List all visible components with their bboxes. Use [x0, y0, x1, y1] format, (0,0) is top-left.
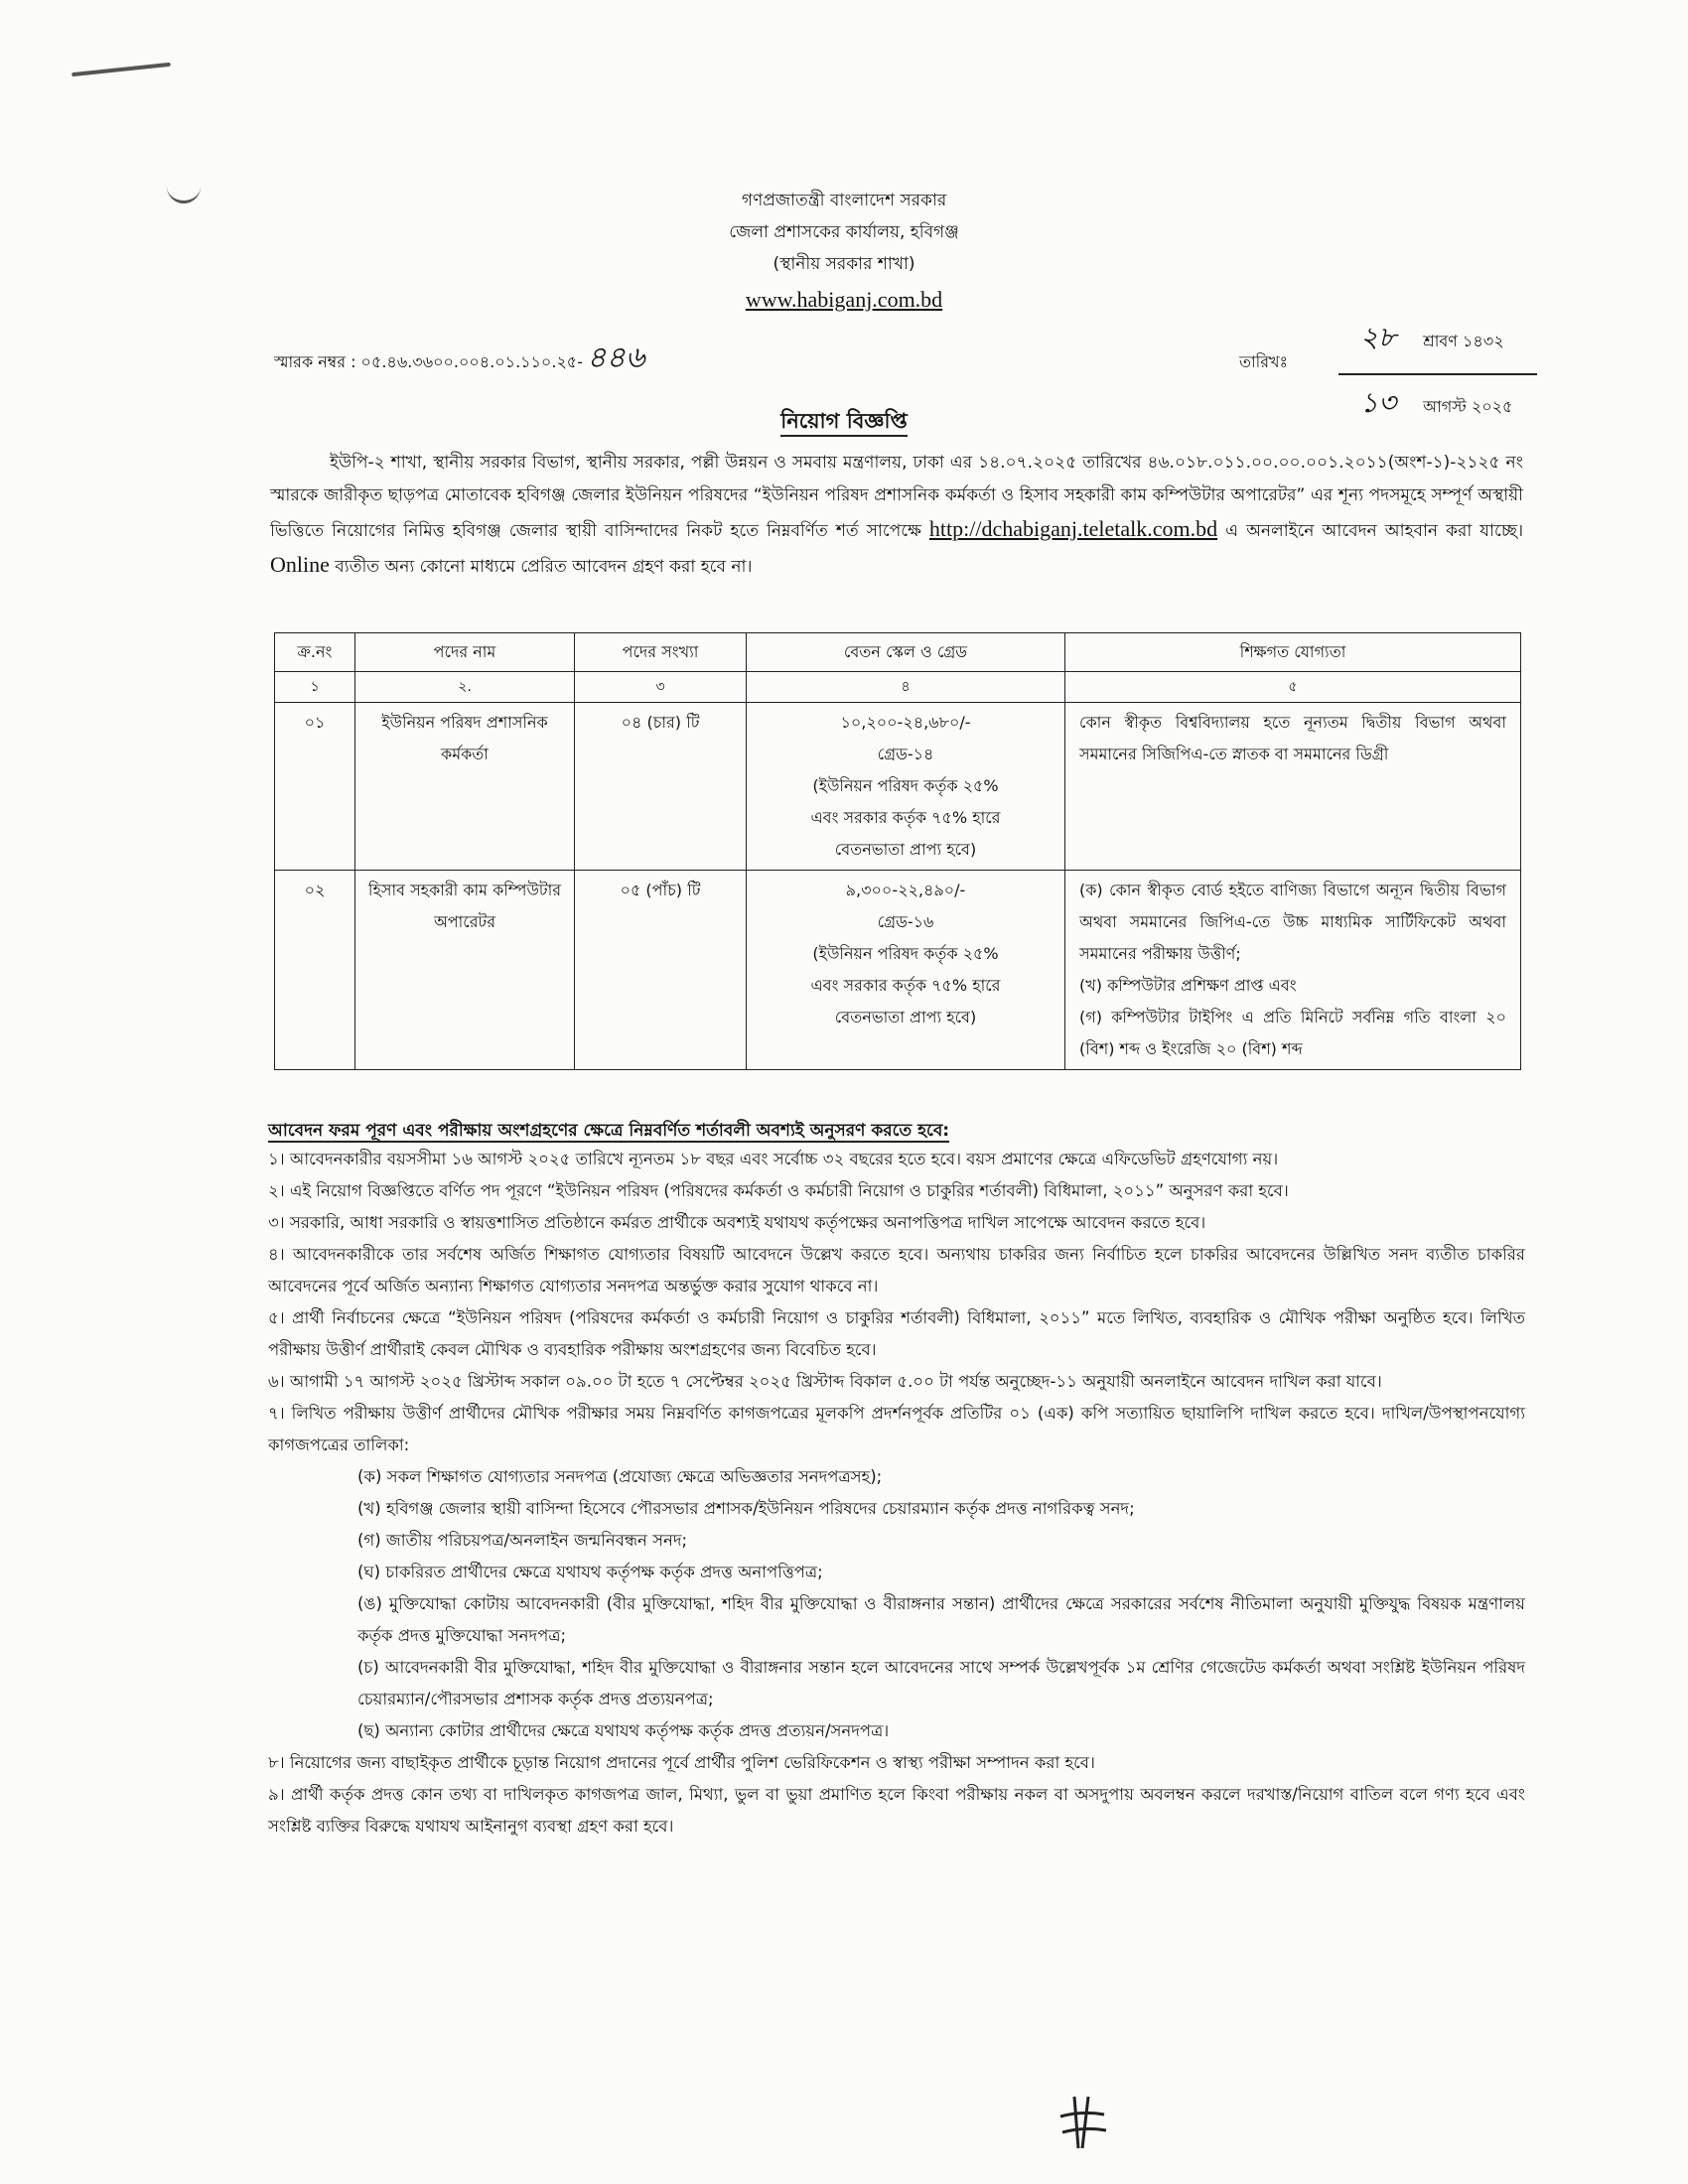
- english-month: আগস্ট ২০২৫: [1423, 397, 1513, 416]
- intro-text-2: এ অনলাইনে আবেদন আহবান করা যাচ্ছে।: [1225, 521, 1524, 541]
- application-link[interactable]: http://dchabiganj.teletalk.com.bd: [928, 516, 1218, 541]
- row-pay-scale: [747, 871, 1065, 1070]
- column-number-row: [275, 672, 1521, 703]
- document-sub-item: (ঘ) চাকরিরত প্রার্থীদের ক্ষেত্রে যথাযথ কর্তৃপক্ষ কর্তৃক প্রদত্ত অনাপত্তিপত্র;: [357, 1563, 823, 1581]
- row-post-count: ০৫ (পাঁচ) টি: [575, 871, 747, 1070]
- condition-item: ৭। লিখিত পরীক্ষায় উত্তীর্ণ প্রার্থীদের মৌখিক পরীক্ষার সময় নিম্নবর্ণিত কাগজপত্রের মূলকপি প্রদর্শনপূর্বক প্রতিটির ০১ (এক) কপি সত্যায়িত ছায়ালিপি দাখিল করতে হবে। দাখিল/উপস্থাপনযোগ্য কাগজপত্রের তালিকা:: [268, 1404, 1525, 1454]
- row-post-count: ০৪ (চার) টি: [575, 703, 747, 871]
- pay-line: গ্রেড-১৪: [877, 745, 934, 763]
- table-header-row: [275, 633, 1521, 672]
- signature-mark: [1053, 2093, 1112, 2152]
- bangla-date: [1338, 316, 1537, 362]
- notice-title: [0, 405, 1688, 440]
- condition-item: ১। আবেদনকারীর বয়সসীমা ১৬ আগস্ট ২০২৫ তারিখে ন্যূনতম ১৮ বছর এবং সর্বোচ্চ ৩২ বছরের হতে হবে। বয়স প্রমাণের ক্ষেত্রে এফিডেভিট গ্রহণযোগ্য নয়।: [268, 1150, 1279, 1168]
- header-line-3: (স্থানীয় সরকার শাখা): [773, 254, 915, 274]
- notice-title-text: নিয়োগ বিজ্ঞপ্তি: [780, 409, 908, 437]
- qual-line: (খ) কম্পিউটার প্রশিক্ষণ প্রাপ্ত এবং: [1079, 976, 1297, 995]
- col-num-5: ৫: [1065, 672, 1521, 703]
- header-qualification: শিক্ষগত যোগ্যতা: [1065, 633, 1521, 672]
- col-num-2: ২.: [355, 672, 575, 703]
- condition-item: ২। এই নিয়োগ বিজ্ঞপ্তিতে বর্ণিত পদ পূরণে “ইউনিয়ন পরিষদ (পরিষদের কর্মকর্তা ও কর্মচারী নিয়োগ ও চাকুরির শর্তাবলী) বিধিমালা, ২০১১” অনুসরণ করা হবে।: [268, 1181, 1289, 1200]
- document-sub-item: (ছ) অন্যান্য কোটার প্রার্থীদের ক্ষেত্রে যথাযথ কর্তৃপক্ষ কর্তৃক প্রদত্ত প্রত্যয়ন/সনদপত্র।: [357, 1721, 890, 1740]
- condition-item: ৬। আগামী ১৭ আগস্ট ২০২৫ খ্রিস্টাব্দ সকাল ০৯.০০ টা হতে ৭ সেপ্টেম্বর ২০২৫ খ্রিস্টাব্দ বিকাল ৫.০০ টা পর্যন্ত অনুচ্ছেদ-১১ অনুযায়ী অনলাইনে আবেদন দাখিল করা যাবে।: [268, 1372, 1382, 1391]
- intro-text-3: ব্যতীত অন্য কোনো মাধ্যমে প্রেরিত আবেদন গ্রহণ করা হবে না।: [335, 557, 753, 577]
- col-num-3: ৩: [575, 672, 747, 703]
- english-day: ১৩: [1359, 386, 1397, 419]
- scan-ink-mark: [167, 187, 201, 204]
- col-num-4: ৪: [747, 672, 1065, 703]
- document-sub-item: (ঙ) মুক্তিযোদ্ধা কোটায় আবেদনকারী (বীর মুক্তিযোদ্ধা, শহিদ বীর মুক্তিযোদ্ধা ও বীরাঙ্গনার সন্তান) প্রার্থীদের ক্ষেত্রে সরকারের সর্বশেষ নীতিমালা অনুযায়ী মুক্তিযুদ্ধ বিষয়ক মন্ত্রণালয় কর্তৃক প্রদত্ত মুক্তিযোদ্ধা সনদপত্র;: [357, 1594, 1525, 1645]
- pay-line: এবং সরকার কর্তৃক ৭৫% হারে: [810, 976, 1001, 995]
- conditions-title-text: আবেদন ফরম পূরণ এবং পরীক্ষায় অংশগ্রহণের ক্ষেত্রে নিম্নবর্ণিত শর্তাবলী অবশ্যই অনুসরণ করতে হবে:: [268, 1121, 950, 1141]
- pay-line: গ্রেড-১৬: [877, 912, 934, 931]
- header-post-count: পদের সংখ্যা: [575, 633, 747, 672]
- conditions-title: [268, 1118, 1529, 1146]
- scan-pen-mark: [71, 63, 171, 76]
- memo-handwritten-number: ৪৪৬: [586, 341, 645, 375]
- qual-line: (ক) কোন স্বীকৃত বোর্ড হইতে বাণিজ্য বিভাগে অন্যূন দ্বিতীয় বিভাগ অথবা সমমানের জিপিএ-তে উচ্চ মাধ্যমিক সার্টিফিকেট অথবা সমমানের পরীক্ষায় উত্তীর্ণ;: [1079, 881, 1506, 963]
- header-serial: ক্র.নং: [275, 633, 355, 672]
- condition-item: ৩। সরকারি, আধা সরকারি ও স্বায়ত্তশাসিত প্রতিষ্ঠানে কর্মরত প্রার্থীকে অবশ্যই যথাযথ কর্তৃপক্ষের অনাপত্তিপত্র দাখিল সাপেক্ষে আবেদন করতে হবে।: [268, 1213, 1206, 1232]
- row-serial: ০১: [275, 703, 355, 871]
- condition-item: ৮। নিয়োগের জন্য বাছাইকৃত প্রার্থীকে চূড়ান্ত নিয়োগ প্রদানের পূর্বে প্রার্থীর পুলিশ ভেরিফিকেশন ও স্বাস্থ্য পরীক্ষা সম্পাদন করা হবে।: [268, 1753, 1095, 1772]
- office-header: [596, 185, 1092, 316]
- posts-table: [274, 632, 1521, 1070]
- bangla-day: ২৮: [1359, 321, 1397, 353]
- table-row: [275, 703, 1521, 871]
- pay-line: বেতনভাতা প্রাপ্য হবে): [834, 1008, 977, 1026]
- intro-text: ইউপি-২ শাখা, স্থানীয় সরকার বিভাগ, স্থানীয় সরকার, পল্লী উন্নয়ন ও সমবায় মন্ত্রণালয়, ঢাকা এর ১৪.০৭.২০২৫ তারিখের ৪৬.০১৮.০১১.০০.০০.০০১.২০১১(অংশ-১)-২১২৫ নং স্মারকে জারীকৃত ছাড়পত্র মোতাবেক হবিগঞ্জ জেলার ইউনিয়ন পরিষদের “ইউনিয়ন পরিষদ প্রশাসনিক কর্মকর্তা ও হিসাব সহকারী কাম কম্পিউটার অপারেটর” এর শূন্য পদসমূহে সম্পূর্ণ অস্থায়ী ভিত্তিতে নিয়োগের নিমিত্ত হবিগঞ্জ জেলার স্থায়ী বাসিন্দাদের নিকট হতে নিম্নবর্ণিত শর্ত সাপেক্ষে: [270, 453, 1523, 541]
- row-qualification: [1065, 703, 1521, 871]
- bangla-month: শ্রাবণ ১৪৩২: [1423, 332, 1504, 350]
- online-word: Online: [270, 552, 330, 577]
- document-sub-item: (গ) জাতীয় পরিচয়পত্র/অনলাইন জন্মনিবন্ধন সনদ;: [357, 1531, 688, 1550]
- row-post-name: ইউনিয়ন পরিষদ প্রশাসনিক কর্মকর্তা: [355, 703, 575, 871]
- pay-line: (ইউনিয়ন পরিষদ কর্তৃক ২৫%: [812, 776, 999, 795]
- pay-line: (ইউনিয়ন পরিষদ কর্তৃক ২৫%: [812, 944, 999, 963]
- pay-line: বেতনভাতা প্রাপ্য হবে): [834, 840, 977, 859]
- table-row: [275, 871, 1521, 1070]
- document-sub-item: (ক) সকল শিক্ষাগত যোগ্যতার সনদপত্র (প্রযোজ্য ক্ষেত্রে অভিজ্ঞতার সনদপত্রসহ);: [357, 1467, 883, 1486]
- header-pay-scale: বেতন স্কেল ও গ্রেড: [747, 633, 1065, 672]
- pay-line: ৯,৩০০-২২,৪৯০/-: [845, 881, 966, 899]
- intro-paragraph: [270, 447, 1523, 584]
- document-sub-item: (খ) হবিগঞ্জ জেলার স্থায়ী বাসিন্দা হিসেবে পৌরসভার প্রশাসক/ইউনিয়ন পরিষদের চেয়ারম্যান কর্তৃক প্রদত্ত নাগরিকত্ব সনদ;: [357, 1499, 1135, 1518]
- row-pay-scale: [747, 703, 1065, 871]
- header-line-1: গণপ্রজাতন্ত্রী বাংলাদেশ সরকার: [741, 191, 947, 210]
- pay-line: এবং সরকার কর্তৃক ৭৫% হারে: [810, 808, 1001, 827]
- row-serial: ০২: [275, 871, 355, 1070]
- website-link[interactable]: www.habiganj.com.bd: [745, 287, 943, 312]
- row-post-name: হিসাব সহকারী কাম কম্পিউটার অপারেটর: [355, 871, 575, 1070]
- pay-line: ১০,২০০-২৪,৬৮০/-: [840, 713, 971, 732]
- qual-line: কোন স্বীকৃত বিশ্ববিদ্যালয় হতে নূন্যতম দ্বিতীয় বিভাগ অথবা সমমানের সিজিপিএ-তে স্নাতক বা সমমানের ডিগ্রী: [1079, 713, 1506, 763]
- condition-item: ৪। আবেদনকারীকে তার সর্বশেষ অর্জিত শিক্ষাগত যোগ্যতার বিষয়টি আবেদনে উল্লেখ করতে হবে। অন্যথায় চাকরির জন্য নির্বাচিত হলে চাকরির আবেদনের উল্লিখিত সনদ ব্যতীত চাকরির আবেদনের পূর্বে অর্জিত অন্যান্য শিক্ষাগত যোগ্যতার সনদপত্র অন্তর্ভুক্ত করার সুযোগ থাকবে না।: [268, 1245, 1525, 1296]
- document-sub-item: (চ) আবেদনকারী বীর মুক্তিযোদ্ধা, শহিদ বীর মুক্তিযোদ্ধা ও বীরাঙ্গনার সন্তান হলে আবেদনের সাথে সম্পর্ক উল্লেখপূর্বক ১ম শ্রেণির গেজেটেড কর্মকর্তা অথবা সংশ্লিষ্ট ইউনিয়ন পরিষদ চেয়ারম্যান/পৌরসভার প্রশাসক কর্তৃক প্রদত্ত প্রত্যয়নপত্র;: [357, 1658, 1525, 1708]
- condition-item: ৯। প্রার্থী কর্তৃক প্রদত্ত কোন তথ্য বা দাখিলকৃত কাগজপত্র জাল, মিথ্যা, ভুল বা ভুয়া প্রমাণিত হলে কিংবা পরীক্ষায় নকল বা অসদুপায় অবলম্বন করলে দরখাস্ত/নিয়োগ বাতিল বলে গণ্য হবে এবং সংশ্লিষ্ট ব্যক্তির বিরুদ্ধে যথাযথ আইনানুগ ব্যবস্থা গ্রহণ করা হবে।: [268, 1785, 1525, 1836]
- row-qualification: [1065, 871, 1521, 1070]
- conditions-list: [268, 1144, 1525, 1843]
- qual-line: (গ) কম্পিউটার টাইপিং এ প্রতি মিনিটে সর্বনিম্ন গতি বাংলা ২০ (বিশ) শব্দ ও ইংরেজি ২০ (বিশ) শব্দ: [1079, 1008, 1506, 1058]
- condition-item: ৫। প্রার্থী নির্বাচনের ক্ষেত্রে “ইউনিয়ন পরিষদ (পরিষদের কর্মকর্তা ও কর্মচারী নিয়োগ ও চাকুরির শর্তাবলী) বিধিমালা, ২০১১” মতে লিখিত, ব্যবহারিক ও মৌখিক পরীক্ষা অনুষ্ঠিত হবে। লিখিত পরীক্ষায় উত্তীর্ণ প্রার্থীরাই কেবল মৌখিক ও ব্যবহারিক পরীক্ষায় অংশগ্রহণের জন্য বিবেচিত হবে।: [268, 1308, 1525, 1359]
- date-label: তারিখঃ: [1239, 352, 1289, 371]
- memo-number: [274, 334, 644, 384]
- header-post-name: পদের নাম: [355, 633, 575, 672]
- memo-label: স্মারক নম্বর : ০৫.৪৬.৩৬০০.০০৪.০১.১১০.২৫-: [274, 352, 583, 371]
- header-line-2: জেলা প্রশাসকের কার্যালয়, হবিগঞ্জ: [729, 222, 959, 242]
- col-num-1: ১: [275, 672, 355, 703]
